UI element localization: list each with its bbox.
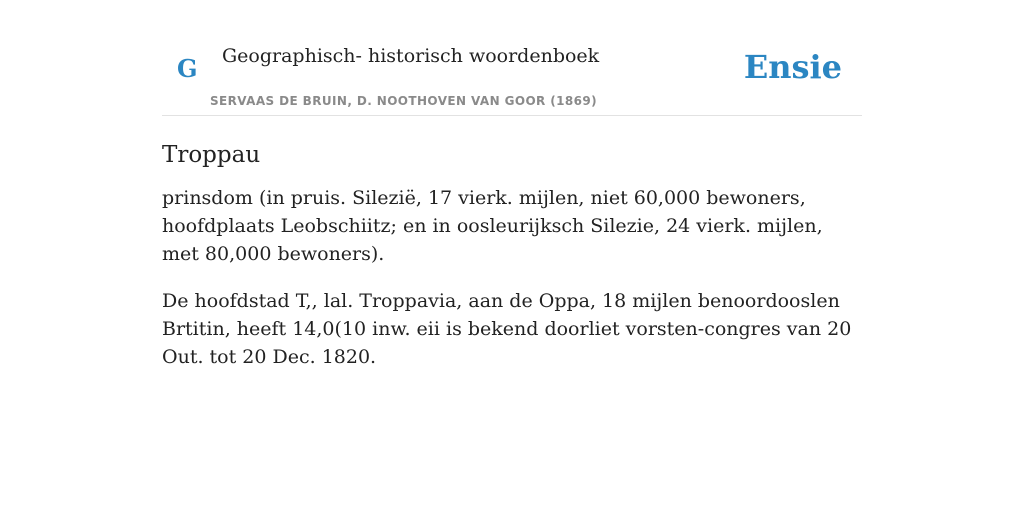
book-header: [162, 0, 862, 116]
book-author: SERVAAS DE BRUIN, D. NOOTHOVEN VAN GOOR (1869): [210, 94, 598, 108]
entry-paragraph: prinsdom (in pruis. Silezië, 17 vierk. mijlen, niet 60,000 bewoners, hoofdplaats Leobschiitz; en in oosleurijksch Silezie, 24 vierk. mijlen, met 80,000 bewoners).: [162, 187, 823, 265]
ensie-logo-link[interactable]: Ensie: [743, 48, 842, 86]
page: [162, 0, 862, 371]
entry-body: [162, 184, 862, 371]
book-letter-link[interactable]: G: [177, 54, 198, 83]
entry-paragraph: De hoofdstad T,, lal. Troppavia, aan de Oppa, 18 mijlen benoordooslen Brtitin, heeft 14,0(10 inw. eii is bekend doorliet vorsten-congres van 20 Out. tot 20 Dec. 1820.: [162, 290, 852, 368]
entry-title: Troppau: [162, 142, 261, 168]
book-title-link[interactable]: Geographisch- historisch woordenboek: [222, 45, 600, 67]
